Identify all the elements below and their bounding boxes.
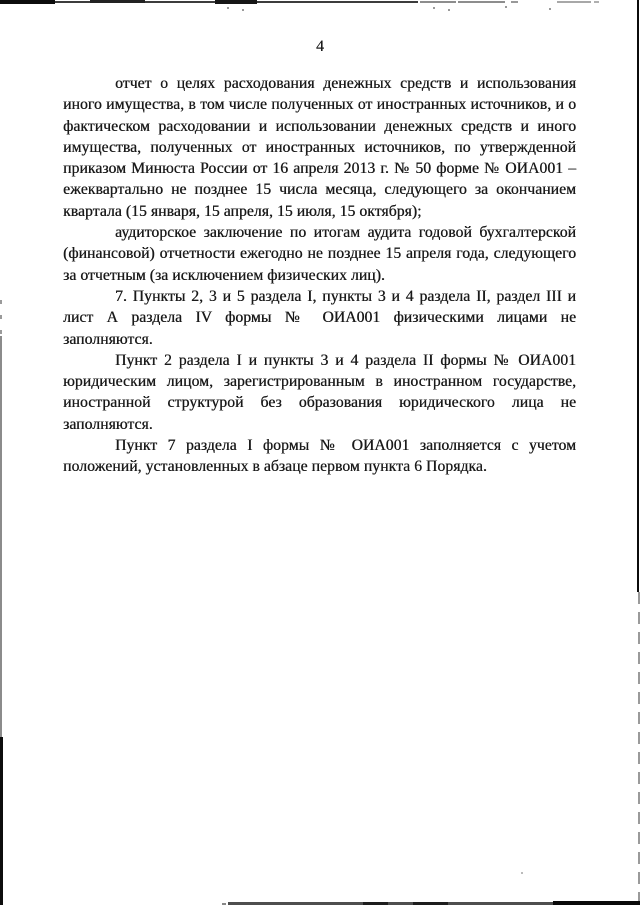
scan-artifact-top-edge-gray — [594, 1, 599, 3]
scan-artifact-speck — [227, 7, 229, 9]
scan-artifact-top-edge-gray — [557, 1, 591, 3]
scan-artifact-speck — [549, 8, 551, 10]
page-number: 4 — [316, 38, 324, 55]
scan-artifact-right-edge — [637, 0, 639, 592]
scan-artifact-bottom-edge-dark — [553, 901, 640, 905]
scan-artifact-speck — [242, 9, 244, 11]
scan-artifact-top-edge — [0, 1, 418, 3]
scan-artifact-speck — [433, 7, 435, 9]
document-body — [63, 73, 576, 478]
scan-artifact-top-edge-gray — [458, 1, 505, 3]
scan-artifact-left-edge-dashed — [0, 300, 2, 336]
scan-artifact-top-edge-dark — [215, 0, 257, 4]
scan-artifact-speck — [505, 6, 507, 8]
scan-artifact-top-edge-dark — [90, 0, 145, 3]
scan-artifact-speck — [521, 872, 523, 874]
paragraph: 7. Пункты 2, 3 и 5 раздела I, пункты 3 и 4 раздела II, раздел III и лист А раздела IV формы № ОИА001 физическими лицами не заполняются. — [63, 287, 576, 348]
scan-artifact-left-edge — [0, 336, 2, 737]
paragraph: Пункт 7 раздела I формы № ОИА001 заполняется с учетом положений, установленных в абзаце первом пункта 6 Порядка. — [63, 437, 576, 476]
scan-artifact-left-edge-dark — [0, 737, 3, 905]
scan-artifact-top-edge-gray — [420, 1, 456, 3]
scan-artifact-top-edge-gray — [511, 1, 518, 3]
scan-artifact-speck — [448, 9, 450, 11]
paragraph: Пункт 2 раздела I и пункты 3 и 4 раздела II формы № ОИА001 юридическим лицом, зарегистрированным в иностранном государстве, иностранной структурой без образования юридического лица не заполняются. — [63, 351, 576, 433]
scan-artifact-top-edge-dark — [0, 0, 55, 4]
paragraph: отчет о целях расходования денежных средств и использования иного имущества, в том числе полученных от иностранных источников, и о фактическом расходовании и использовании денежных средств и иного имущества, полученных от иностранных источников, по утвержденной приказом Минюста России от 16 апреля 2013 г. № 50 форме № ОИА001 – ежеквартально не позднее 15 числа месяца, следующего за окончанием квартала (15 января, 15 апреля, 15 июля, 15 октября); — [63, 75, 576, 220]
paragraph: аудиторское заключение по итогам аудита годовой бухгалтерской (финансовой) отчетности ежегодно не позднее 15 апреля года, следующего за отчетным (за исключением физических лиц). — [63, 224, 576, 284]
